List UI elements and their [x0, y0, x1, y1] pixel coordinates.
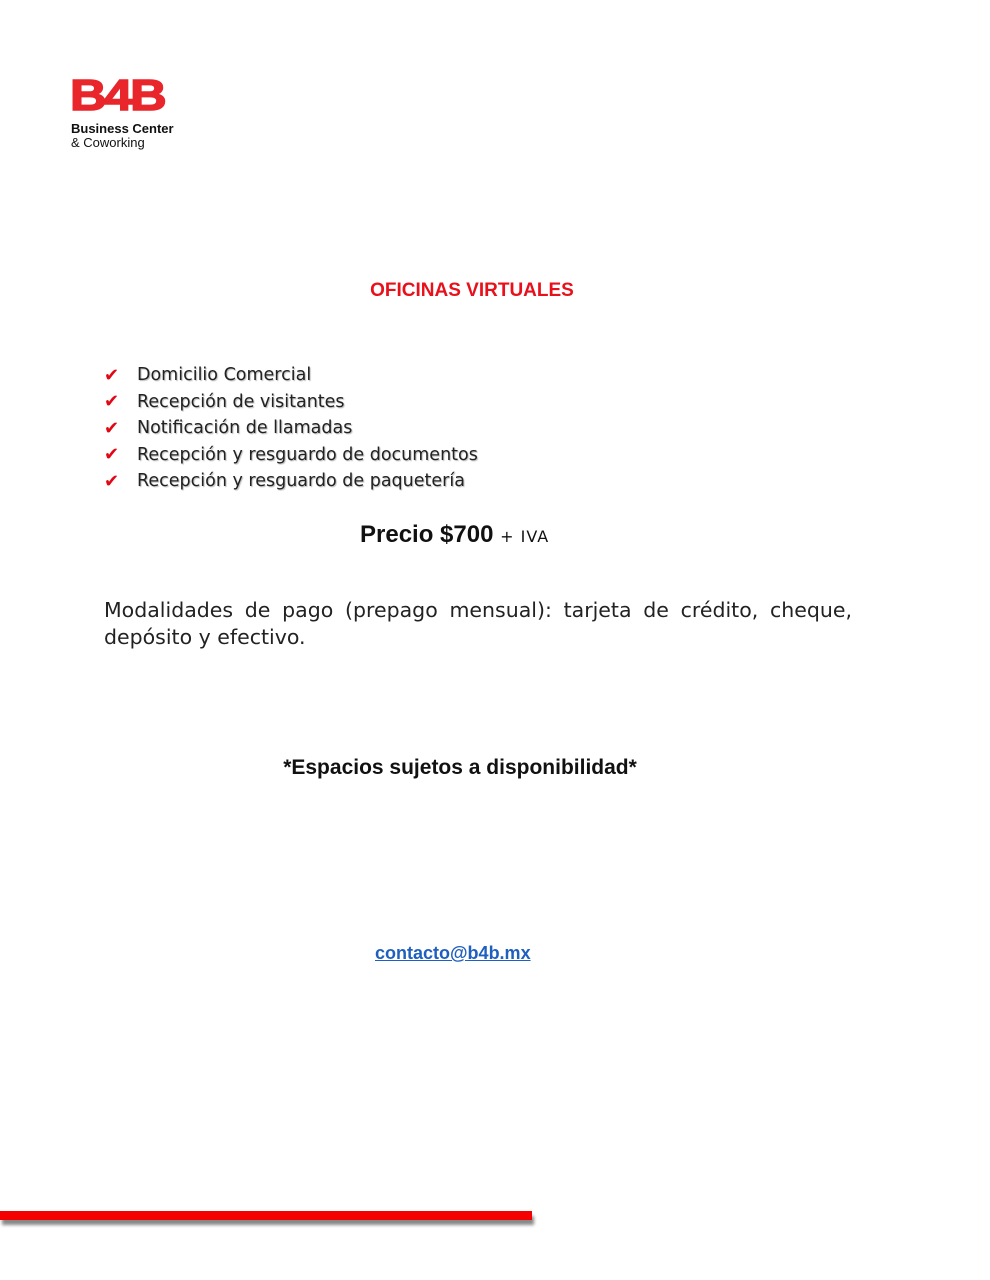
page-title: OFICINAS VIRTUALES	[370, 280, 574, 301]
check-icon: ✔	[104, 364, 120, 386]
check-icon: ✔	[104, 391, 120, 413]
price-label: Precio $700	[360, 521, 494, 548]
list-item	[104, 468, 478, 495]
payment-methods: Modalidades de pago (prepago mensual): tarjeta de crédito, cheque, depósito y efectivo.	[104, 598, 852, 649]
logo-line-2: & Coworking	[71, 135, 145, 150]
check-icon: ✔	[104, 417, 120, 439]
price-suffix: + IVA	[500, 527, 550, 546]
check-icon: ✔	[104, 444, 120, 466]
feature-label: Recepción de visitantes	[137, 391, 345, 412]
footer-divider	[0, 1211, 532, 1220]
check-icon: ✔	[104, 470, 120, 492]
availability-note: *Espacios sujetos a disponibilidad*	[283, 756, 637, 779]
list-item	[104, 442, 478, 469]
logo-mark: B4B	[70, 71, 165, 120]
price	[360, 521, 549, 549]
email-link[interactable]: contacto@b4b.mx	[375, 943, 531, 963]
feature-label: Recepción y resguardo de paquetería	[137, 471, 465, 492]
feature-label: Recepción y resguardo de documentos	[137, 444, 478, 465]
feature-list	[104, 362, 478, 495]
feature-label: Notificación de llamadas	[137, 418, 353, 439]
list-item	[104, 362, 478, 389]
logo-line-1: Business Center	[71, 121, 174, 136]
list-item	[104, 415, 478, 442]
feature-label: Domicilio Comercial	[137, 365, 312, 386]
list-item	[104, 389, 478, 416]
